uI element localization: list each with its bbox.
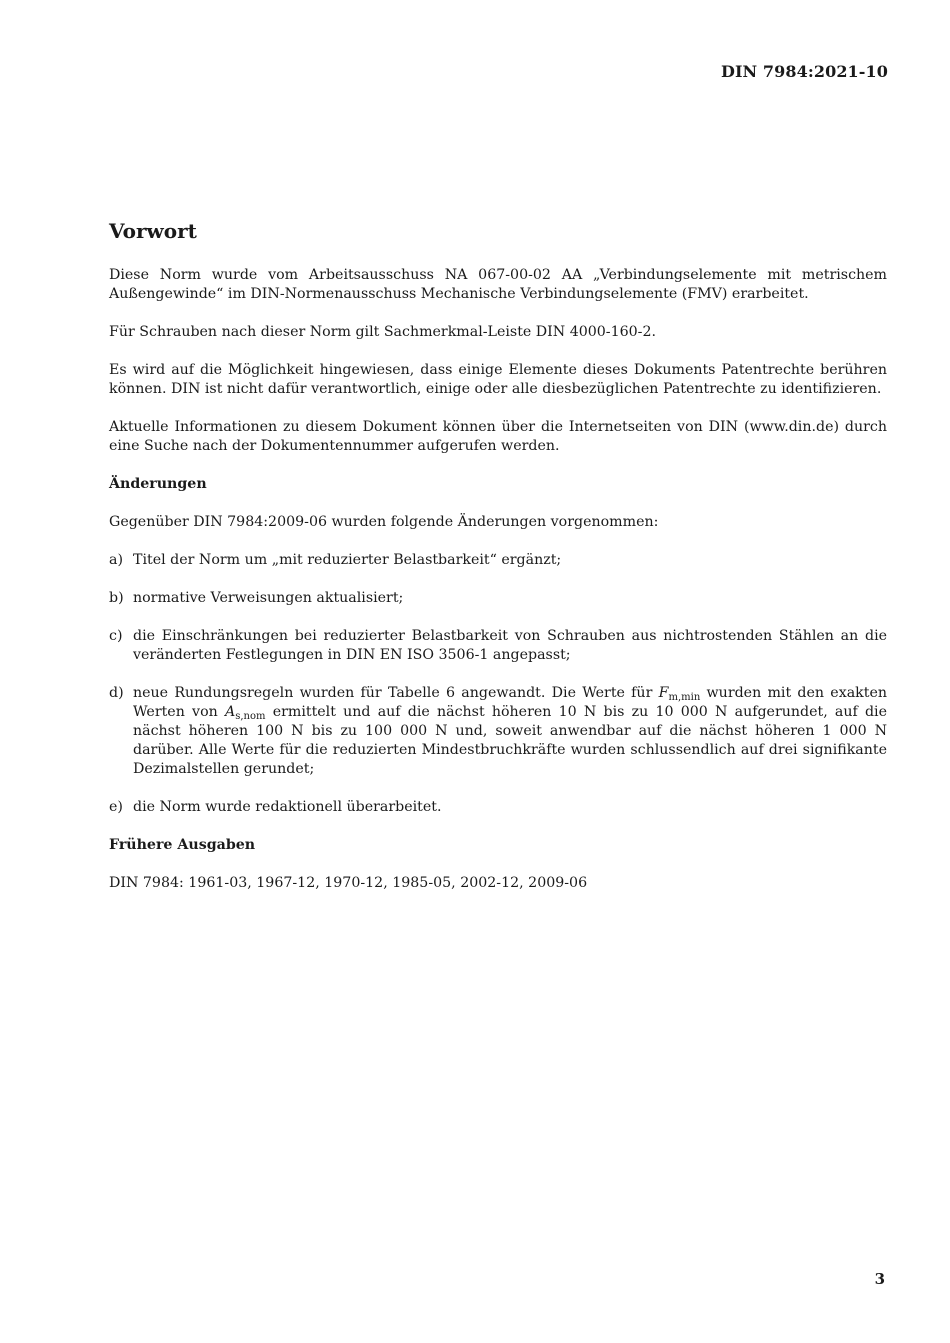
paragraph-patent: Es wird auf die Möglichkeit hingewiesen, dass einige Elemente dieses Dokuments Patentrechte berühren können. DIN ist nicht dafür verantwortlich, einige oder alle diesbezüglichen Patentrechte zu identifizieren. <box>109 362 887 397</box>
list-item-text: neue Rundungsregeln wurden für Tabelle 6 angewandt. Die Werte für <box>133 685 659 701</box>
list-item-text: ermittelt und auf die nächst höheren 10 N bis zu 10 000 N aufgerundet, auf die nächst höheren 100 N bis zu 100 000 N und, soweit anwendbar auf die nächst höheren 1 000 N darüber. Alle Werte für die reduzierten Mindestbruchkräfte wurden schlussendlich auf drei signifikante Dezimalstellen gerundet; <box>133 704 887 777</box>
list-marker: a) <box>109 552 123 568</box>
list-item <box>109 798 887 817</box>
previous-editions-heading: Frühere Ausgaben <box>109 837 256 853</box>
list-item-text: die Einschränkungen bei reduzierter Belastbarkeit von Schrauben aus nichtrostenden Stählen an die veränderten Festlegungen in DIN EN ISO 3506-1 angepasst; <box>133 628 887 663</box>
changes-list <box>109 551 887 817</box>
symbol-area-subscript: s,nom <box>235 711 266 722</box>
list-item-text: Titel der Norm um „mit reduzierter Belastbarkeit“ ergänzt; <box>133 552 562 568</box>
page-number: 3 <box>874 1270 885 1288</box>
list-item <box>109 551 887 570</box>
document-id: DIN 7984:2021-10 <box>720 62 888 81</box>
paragraph-information: Aktuelle Informationen zu diesem Dokument können über die Internetseiten von DIN (www.din.de) durch eine Suche nach der Dokumentennummer aufgerufen werden. <box>109 419 887 454</box>
symbol-area: A <box>224 704 236 720</box>
list-marker: e) <box>109 799 123 815</box>
list-item-text: normative Verweisungen aktualisiert; <box>133 590 404 606</box>
section-title: Vorwort <box>109 219 197 243</box>
list-marker: c) <box>109 628 123 644</box>
list-item-text: wurden mit den exakten Werten von <box>133 685 887 720</box>
symbol-force: F <box>658 685 669 701</box>
list-marker: b) <box>109 590 124 606</box>
changes-heading: Änderungen <box>109 476 207 492</box>
changes-intro: Gegenüber DIN 7984:2009-06 wurden folgende Änderungen vorgenommen: <box>109 514 659 530</box>
list-item-text: die Norm wurde redaktionell überarbeitet. <box>133 799 442 815</box>
list-item <box>109 627 887 665</box>
main-content <box>109 216 887 912</box>
previous-editions-text: DIN 7984: 1961-03, 1967-12, 1970-12, 1985-05, 2002-12, 2009-06 <box>109 875 588 891</box>
paragraph-committee: Diese Norm wurde vom Arbeitsausschuss NA 067-00-02 AA „Verbindungselemente mit metrischem Außengewinde“ im DIN-Normenausschuss Mechanische Verbindungselemente (FMV) erarbeitet. <box>109 267 887 302</box>
list-item <box>109 589 887 608</box>
symbol-force-subscript: m,min <box>668 692 701 703</box>
paragraph-characteristics: Für Schrauben nach dieser Norm gilt Sachmerkmal-Leiste DIN 4000-160-2. <box>109 324 657 340</box>
list-marker: d) <box>109 685 124 701</box>
list-item <box>109 684 887 779</box>
